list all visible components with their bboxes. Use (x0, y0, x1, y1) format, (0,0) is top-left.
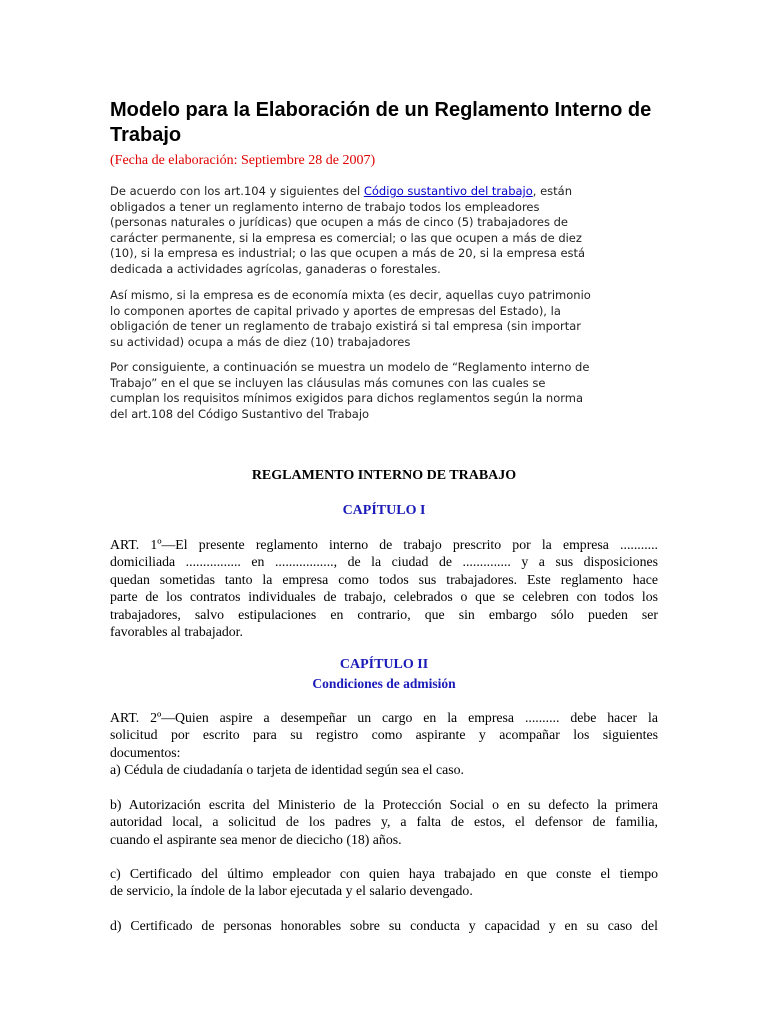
text-line: trabajadores, salvo estipulaciones en contrario, que sin embargo sólo pueden ser (110, 606, 658, 622)
text-line: quedan sometidas tanto la empresa como todos sus trabajadores. Este reglamento hace (110, 571, 658, 587)
intro-paragraph-2: Así mismo, si la empresa es de economía mixta (es decir, aquellas cuyo patrimonio lo componen aportes de capital privado y aportes de empresas del Estado), la obligación de tener un reglamento de trabajo existirá si tal empresa (sin importar su actividad) ocupa a más de diez (10) trabajadores (110, 288, 591, 349)
regulation-heading: REGLAMENTO INTERNO DE TRABAJO (251, 468, 517, 483)
text-line: autoridad local, a solicitud de los padres y, a falta de estos, el defensor de familia, (110, 814, 658, 830)
text-line: cuando el aspirante sea menor de diecicho (18) años. (110, 831, 402, 847)
text-line: d) Certificado de personas honorables sobre su conducta y capacidad y en su caso del (110, 918, 658, 933)
text-line: b) Autorización escrita del Ministerio de la Protección Social o en su defecto la primera (110, 797, 658, 812)
text-line: c) Certificado del último empleador con quien haya trabajado en que conste el tiempo (110, 866, 658, 881)
requirement-item-a (110, 761, 658, 778)
document-title: Modelo para la Elaboración de un Reglamento Interno de Trabajo (110, 99, 652, 146)
text-line: de servicio, la índole de la labor ejecutada y el salario devengado. (110, 883, 473, 899)
article-2 (110, 709, 658, 761)
intro-paragraph-1 (110, 184, 662, 278)
text-line: ART. 2º—Quien aspire a desempeñar un cargo en la empresa .......... debe hacer la (110, 710, 658, 725)
date-note: (Fecha de elaboración: Septiembre 28 de 2007) (110, 153, 376, 168)
text-line: domiciliada ................ en ................., de la ciudad de .............. y a sus disposiciones (110, 554, 658, 570)
intro-p1-after-link: , están obligados a tener un reglamento interno de trabajo todos los empleadores (personas naturales o jurídicas) que ocupen a más de cinco (5) trabajadores de carácter permanente, si la empresa es comercial; o las que ocupen a más de diez (10), si la empresa es industrial; o las que ocupen a más de 20, si la empresa está dedicada a actividades agrícolas, ganaderas o forestales. (110, 184, 586, 276)
requirement-item-b (110, 796, 658, 848)
text-line: parte de los contratos individuales de trabajo, celebrados o que se celebren con todos los (110, 589, 658, 605)
text-line: favorables al trabajador. (110, 624, 243, 640)
chapter-2-subheading: Condiciones de admisión (312, 676, 456, 691)
intro-paragraph-3: Por consiguiente, a continuación se muestra un modelo de “Reglamento interno de Trabajo” en el que se incluyen las cláusulas más comunes con las cuales se cumplan los requisitos mínimos exigidos para dichos reglamentos según la norma del art.108 del Código Sustantivo del Trabajo (110, 360, 590, 421)
text-line: ART. 1º—El presente reglamento interno de trabajo prescrito por la empresa ........... (110, 537, 658, 552)
text-line: solicitud por escrito para su registro como aspirante y acompañar los siguientes (110, 727, 658, 743)
text-line: documentos: (110, 744, 181, 760)
chapter-1-heading: CAPÍTULO I (342, 503, 426, 518)
intro-p1-before-link: De acuerdo con los art.104 y siguientes del (110, 184, 364, 198)
requirement-item-d (110, 917, 658, 934)
article-1 (110, 536, 658, 640)
text-line: a) Cédula de ciudadanía o tarjeta de identidad según sea el caso. (110, 762, 464, 777)
codigo-sustantivo-link[interactable]: Código sustantivo del trabajo (363, 184, 533, 198)
chapter-2-heading: CAPÍTULO II (339, 657, 429, 672)
requirement-item-c (110, 865, 658, 900)
